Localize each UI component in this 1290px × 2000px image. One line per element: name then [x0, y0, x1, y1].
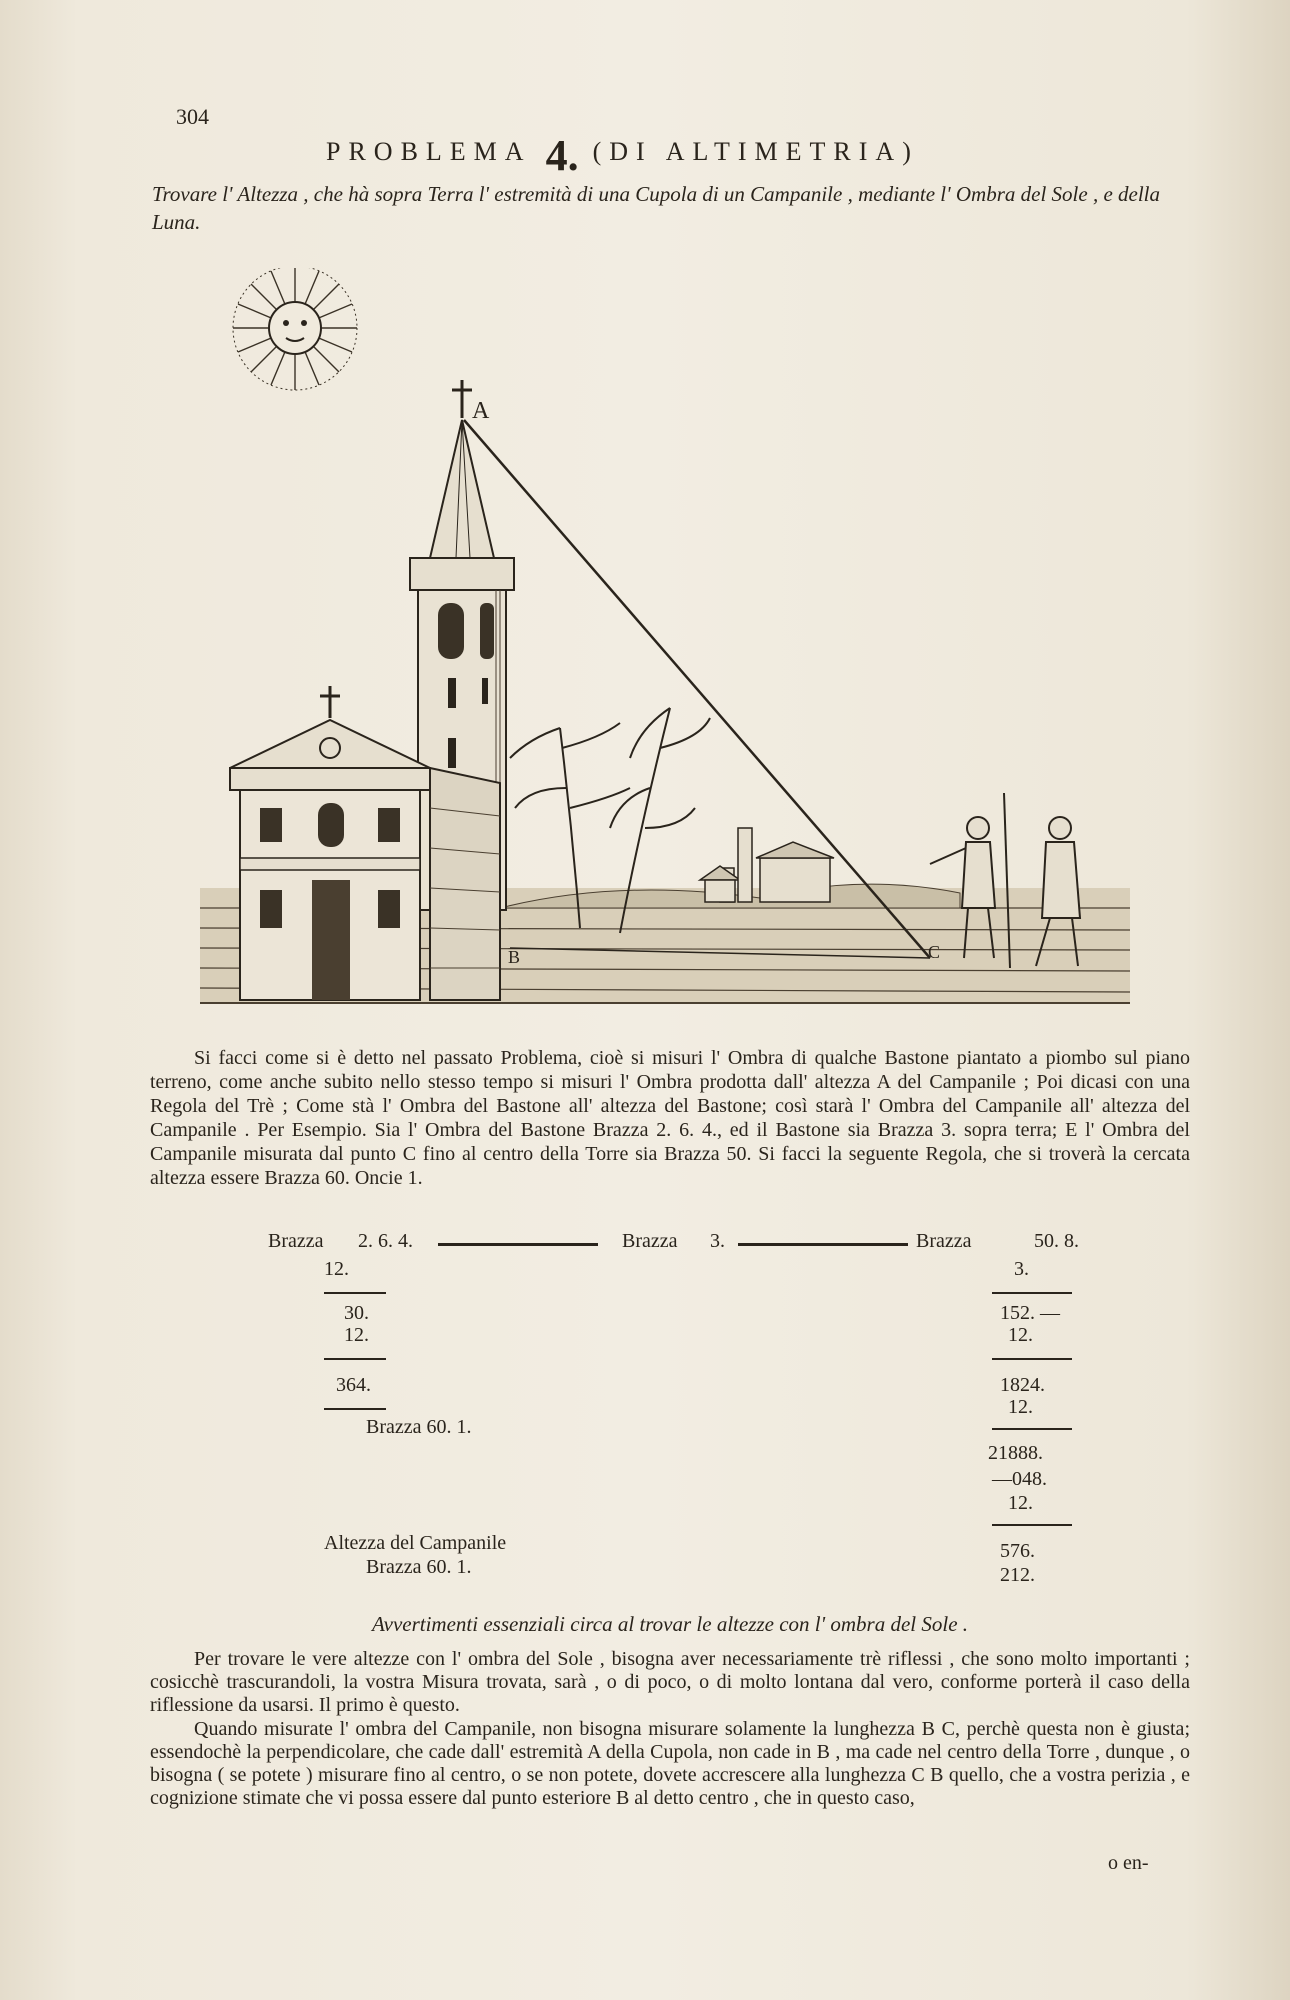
- right-col-5: 12.: [1008, 1396, 1033, 1418]
- right-col-7: —048.: [992, 1468, 1047, 1490]
- sun-icon: [233, 268, 357, 390]
- advice-paragraph-2: Quando misurate l' ombra del Campanile, non bisogna misurare solamente la lunghezza B C, perchè questa non è giusta; essendochè la perpendicolare, che cade dall' estremità A della Cupola, non cade in B , ma cade nel centro della Torre , dunque , o bisogna ( se potete ) misurare fino al centro, o se non potete, dovete accrescere alla lunghezza C B quello, che a vostra perizia , e cognizione stimate che vi possa essere dal punto esteriore B al detto centro , che in questo caso,: [150, 1718, 1190, 1809]
- village: [700, 828, 834, 902]
- woodcut-illustration: [200, 268, 1130, 1008]
- point-b-label: B: [508, 947, 521, 967]
- right-rule-4: [992, 1524, 1072, 1526]
- right-rule-2: [992, 1358, 1072, 1360]
- left-rule-3: [324, 1408, 386, 1410]
- final-label-1: Altezza del Campanile: [324, 1532, 507, 1554]
- calc-label-1: Brazza: [268, 1230, 324, 1252]
- right-col-6: 21888.: [988, 1442, 1043, 1464]
- right-col-3: 12.: [1008, 1324, 1033, 1346]
- advice-paragraph-1: Per trovare le vere altezze con l' ombra del Sole , bisogna aver necessariamente trè riflessi , che sono molto importanti ; cosicchè trascurandoli, la vostra Misura trovata, sarà , o di poco, o di molto lontana dal vero, conforme porterà il caso della riflessione da usarsi. Il primo è questo.: [150, 1648, 1190, 1716]
- calc-value-1: 2. 6. 4.: [358, 1230, 413, 1252]
- calc-label-2: Brazza: [622, 1230, 678, 1252]
- heading-title: PROBLEMA: [326, 137, 532, 166]
- point-c-label: C: [928, 942, 941, 962]
- right-rule-3: [992, 1428, 1072, 1430]
- left-col-4: 364.: [336, 1374, 371, 1396]
- calc-value-2: 3.: [710, 1230, 725, 1252]
- heading-number: 4.: [545, 131, 579, 180]
- rule-of-three-calculation: [240, 1230, 1120, 1600]
- calc-value-3: 50. 8.: [1034, 1230, 1079, 1252]
- right-col-2: 152. —: [1000, 1302, 1060, 1324]
- left-rule-1: [324, 1292, 386, 1294]
- right-col-4: 1824.: [1000, 1374, 1045, 1396]
- right-col-9: 576.: [1000, 1540, 1035, 1562]
- calc-label-3: Brazza: [916, 1230, 972, 1252]
- shadow-ray: [464, 420, 930, 958]
- calc-connector-1: [438, 1243, 598, 1246]
- advice-heading: Avvertimenti essenziali circa al trovar le altezze con l' ombra del Sole .: [371, 1612, 969, 1636]
- problem-heading: [326, 120, 1026, 180]
- right-col-8: 12.: [1008, 1492, 1033, 1514]
- left-col-1: 12.: [324, 1258, 349, 1280]
- left-col-3: 12.: [344, 1324, 369, 1346]
- calc-connector-2: [738, 1243, 908, 1246]
- page-number: 304: [176, 104, 209, 129]
- right-col-10: 212.: [1000, 1564, 1035, 1586]
- right-rule-1: [992, 1292, 1072, 1294]
- problem-statement: Trovare l' Altezza , che hà sopra Terra l' estremità di una Cupola di un Campanile , mediante l' Ombra del Sole , e della Luna.: [152, 182, 1161, 234]
- left-rule-2: [324, 1358, 386, 1360]
- left-col-2: 30.: [344, 1302, 369, 1324]
- right-col-1: 3.: [1014, 1258, 1029, 1280]
- heading-subject: (DI ALTIMETRIA): [592, 137, 919, 166]
- catchword: o en-: [1108, 1852, 1149, 1874]
- calc-result-line: Brazza 60. 1.: [366, 1416, 472, 1438]
- point-a-label: A: [472, 398, 490, 424]
- main-paragraph: Si facci come si è detto nel passato Problema, cioè si misuri l' Ombra di qualche Bastone piantato a piombo sul piano terreno, come anche subito nello stesso tempo si misuri l' Ombra prodotta dall' altezza A del Campanile ; Poi dicasi con una Regola del Trè ; Come stà l' Ombra del Bastone all' altezza del Bastone; così starà l' Ombra del Campanile all' altezza del Campanile . Per Esempio. Sia l' Ombra del Bastone Brazza 2. 6. 4., ed il Bastone sia Brazza 3. sopra terra; E l' Ombra del Campanile misurata dal punto C fino al centro della Torre sia Brazza 50. Si facci la seguente Regola, che si troverà la cercata altezza essere Brazza 60. Oncie 1.: [150, 1047, 1190, 1189]
- final-label-2: Brazza 60. 1.: [366, 1556, 472, 1578]
